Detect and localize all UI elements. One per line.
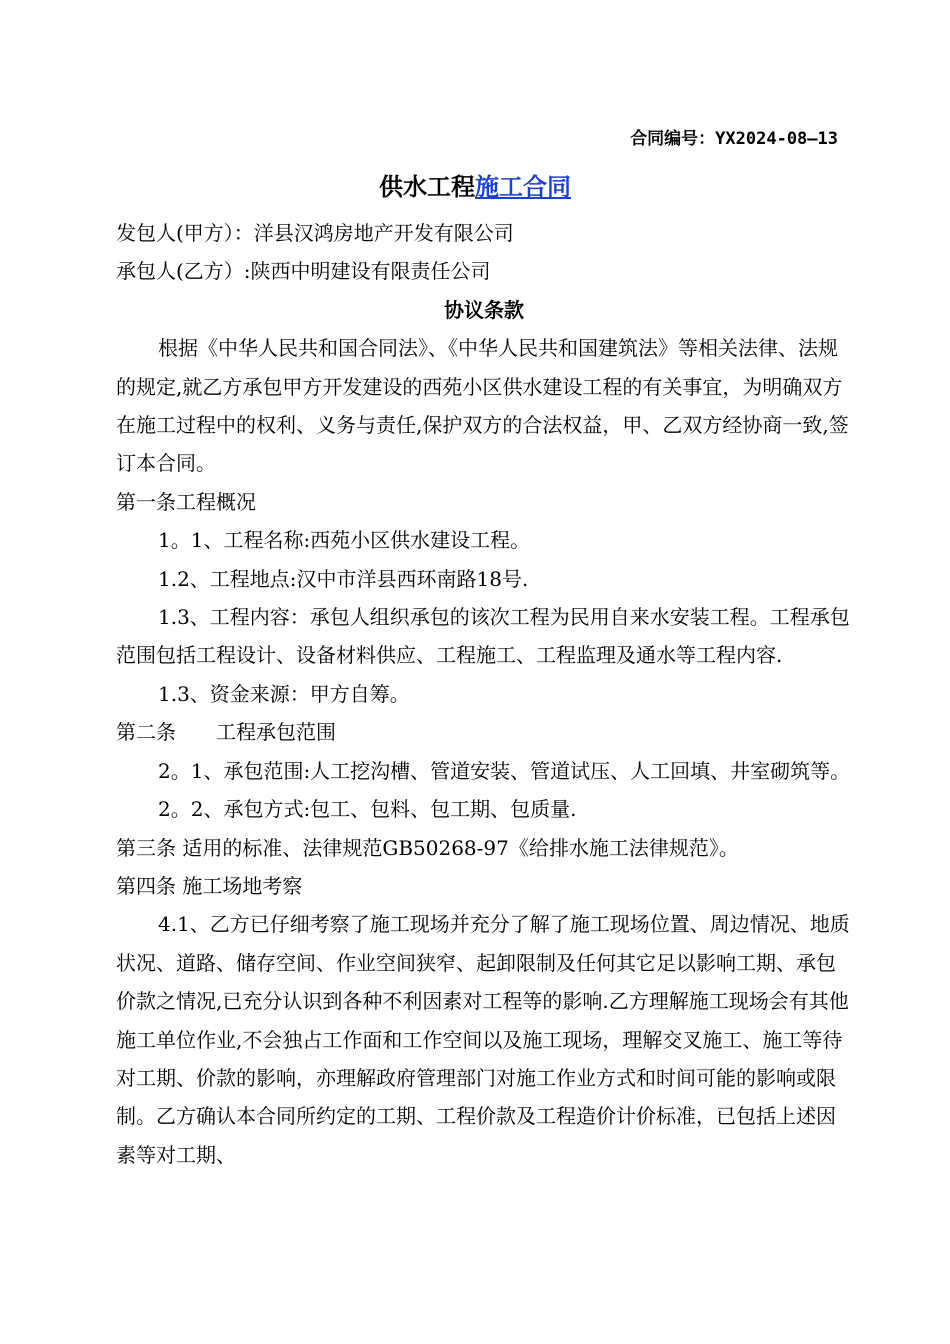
title-link[interactable]: 施工合同 [475,173,571,201]
article1-item2: 1.2、工程地点:汉中市洋县西环南路18号. [158,566,529,591]
article1-item1: 1。1、工程名称:西苑小区供水建设工程。 [158,528,531,553]
article2-number: 第二条 [116,720,176,745]
article4-item1: 4.1、乙方已仔细考察了施工现场并充分了解了施工现场位置、周边情况、地质状况、道路、储存空间、作业空间狭窄、起卸限制及任何其它足以影响工期、承包价款之情况,已充分认识到各种不利因素对工程等的影响.乙方理解施工现场会有其他施工单位作业,不会独占工作面和工作空间以及施工现场，理解交叉施工、施工等待对工期、价款的影响，亦理解政府管理部门对施工作业方式和时间可能的影响或限制。乙方确认本合同所约定的工期、工程价款及工程造价计价标准，已包括上述因素等对工期、 [116,912,850,1167]
article4-title: 第四条 施工场地考察 [116,873,303,898]
party-b-line: 承包人(乙方）:陕西中明建设有限责任公司 [116,259,491,284]
article1-title: 第一条工程概况 [116,489,256,514]
article2-name: 工程承包范围 [216,720,336,745]
section-heading: 协议条款 [444,297,524,322]
article2-item2: 2。2、承包方式:包工、包料、包工期、包质量. [158,797,577,822]
title-text: 供水工程 [379,173,475,201]
article2-item1: 2。1、承包范围:人工挖沟槽、管道安装、管道试压、人工回填、井室砌筑等。 [158,758,851,783]
article1-item4: 1.3、资金来源：甲方自筹。 [158,681,410,706]
document-title [0,167,950,202]
article1-item3: 1.3、工程内容：承包人组织承包的该次工程为民用自来水安装工程。工程承包范围包括工程设计、设备材料供应、工程施工、工程监理及通水等工程内容. [116,605,850,668]
contract-body [116,214,852,1174]
article2-title [116,713,852,751]
preamble-paragraph: 根据《中华人民共和国合同法》、《中华人民共和国建筑法》等相关法律、法规的规定,就乙方承包甲方开发建设的西苑小区供水建设工程的有关事宜，为明确双方在施工过程中的权利、义务与责任,保护双方的合法权益，甲、乙双方经协商一致,签订本合同。 [116,336,849,476]
party-a-line: 发包人(甲方）：洋县汉鸿房地产开发有限公司 [116,221,514,245]
article3-title: 第三条 适用的标准、法律规范GB50268-97《给排水施工法律规范》。 [116,835,739,860]
contract-number: 合同编号：YX2024-08—13 [630,129,838,149]
